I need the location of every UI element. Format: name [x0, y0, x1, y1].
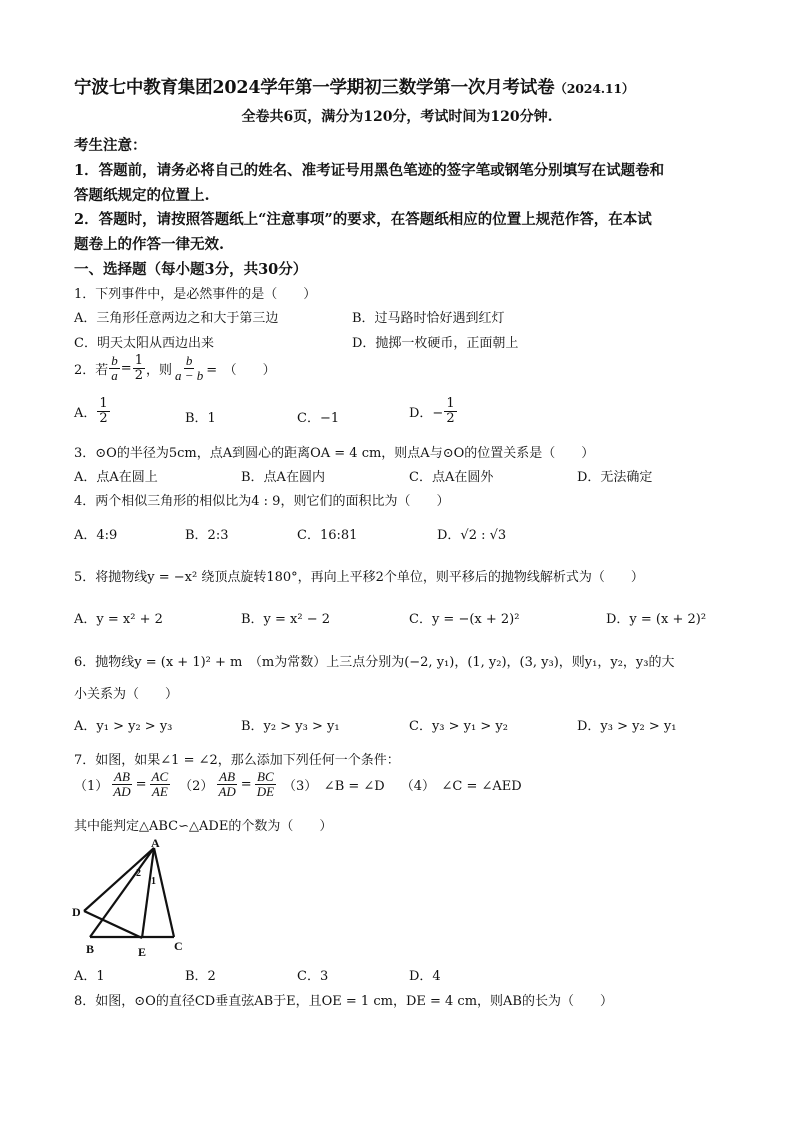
q2-fraction-target: [173, 354, 205, 382]
q7-c2-n2: BC: [257, 769, 274, 784]
q7-c2-frac-right: [255, 770, 276, 798]
q2-d-num: 1: [446, 396, 455, 411]
q2-f3-den: a − b: [174, 367, 204, 383]
q2-stem: [74, 354, 276, 382]
q2-option-d: [409, 397, 458, 425]
q7-option-c: C．3: [297, 969, 329, 984]
edge-AD: [84, 848, 154, 911]
q2-option-a-fraction: [97, 397, 109, 425]
label-angle-1: 1: [151, 876, 156, 887]
exam-title: [74, 74, 634, 99]
q5-option-c: C．y = −(x + 2)²: [409, 612, 520, 627]
q2-tail: = （ ）: [206, 362, 276, 378]
label-C: C: [174, 939, 183, 953]
label-angle-2: 2: [136, 868, 141, 879]
q7-c2-d2: DE: [256, 783, 275, 799]
q7-c1-d2: AE: [151, 783, 168, 799]
q4-option-d: D．√2 : √3: [437, 528, 507, 543]
q7-option-a: A．1: [74, 969, 105, 984]
q2-f3-num: b: [185, 353, 193, 368]
q1-option-c: C．明天太阳从西边出来: [74, 336, 214, 351]
q2-option-c: C．−1: [297, 411, 340, 426]
q2-option-d-label: D．−: [409, 405, 444, 421]
q1-stem: 1．下列事件中，是必然事件的是（ ）: [74, 287, 317, 302]
q2-d-den: 2: [446, 410, 455, 426]
q7-conditions: （1） $\frac{AB}{AD}$ = $\frac{AC}{AE}$ （2） $\frac{AB}{AD}$ = $\frac{BC}{DE}$ （3） ∠B = ∠D （4） ∠C = ∠AED: [74, 769, 522, 799]
q6-option-b: B．y₂ > y₃ > y₁: [241, 719, 340, 734]
q7-c1-n1: AB: [114, 769, 130, 784]
q4-option-a: A．4:9: [74, 528, 118, 543]
q8-stem: 8．如图，⊙O的直径CD垂直弦AB于E，且OE = 1 cm，DE = 4 cm，则AB的长为（ ）: [74, 994, 613, 1009]
q7-option-b: B．2: [185, 969, 216, 984]
q5-stem: 5．将抛物线y = −x² 绕顶点旋转180°，再向上平移2个单位，则平移后的抛物线解析式为（ ）: [74, 570, 644, 585]
q2-fraction-half: [133, 354, 145, 382]
q7-c2-frac-left: [216, 770, 237, 798]
q6-stem-line1: 6．抛物线y = (x + 1)² + m （m为常数）上三点分别为(−2, y₁)，(1, y₂)，(3, y₃)，则y₁，y₂，y₃的大: [74, 655, 675, 670]
notice-1-line1: 1．答题前，请务必将自己的姓名、准考证号用黑色笔迹的签字笔或钢笔分别填写在试题卷和: [74, 162, 665, 179]
q3-option-c: C．点A在圆外: [409, 470, 494, 485]
q4-option-b: B．2:3: [185, 528, 229, 543]
q5-option-d: D．y = (x + 2)²: [606, 612, 707, 627]
notice-2-line1: 2．答题时，请按照答题纸上“注意事项”的要求，在答题纸相应的位置上规范作答，在本试: [74, 211, 652, 228]
label-D: D: [72, 905, 81, 919]
q1-option-a: A．三角形任意两边之和大于第三边: [74, 311, 279, 326]
q3-option-a: A．点A在圆上: [74, 470, 158, 485]
q7-c2-d1: AD: [218, 783, 236, 799]
q7-c1-n2: AC: [151, 769, 169, 784]
q7-figure-lines: [84, 848, 174, 938]
q7-c2-n1: AB: [219, 769, 236, 784]
q2-a-num: 1: [99, 396, 108, 411]
q2-f1-num: b: [111, 353, 118, 368]
q2-option-a: [74, 397, 111, 425]
q7-ask: 其中能判定△ABC∽△ADE的个数为（ ）: [74, 819, 333, 834]
q6-option-d: D．y₃ > y₂ > y₁: [577, 719, 677, 734]
q5-option-b: B．y = x² − 2: [241, 612, 331, 627]
q7-condition-1-label: （1）: [74, 778, 109, 794]
q2-f2-den: 2: [134, 367, 143, 383]
q2-equals: =: [120, 360, 132, 376]
q1-option-d: D．抛掷一枚硬币，正面朝上: [352, 336, 519, 351]
q7-condition-4: （4） ∠C = ∠AED: [400, 778, 522, 794]
q7-c1-frac-right: [150, 770, 171, 798]
exam-title-date: （2024.11）: [554, 81, 635, 96]
q2-option-d-fraction: [444, 397, 456, 425]
label-A: A: [151, 836, 160, 850]
q4-option-c: C．16:81: [297, 528, 358, 543]
q7-option-d: D．4: [409, 969, 441, 984]
q1-option-b: B．过马路时恰好遇到红灯: [352, 311, 505, 326]
section-1-heading: 一、选择题（每小题3分，共30分）: [74, 261, 308, 278]
q3-stem: 3．⊙O的半径为5cm，点A到圆心的距离OA = 4 cm，则点A与⊙O的位置关系是（ ）: [74, 446, 595, 461]
label-B: B: [86, 942, 95, 956]
q2-a-den: 2: [99, 410, 108, 426]
exam-title-main: 宁波七中教育集团2024学年第一学期初三数学第一次月考试卷: [74, 78, 555, 98]
q3-option-b: B．点A在圆内: [241, 470, 325, 485]
q2-f1-den: a: [111, 367, 118, 383]
q5-option-a: A．y = x² + 2: [74, 612, 163, 627]
label-E: E: [138, 945, 147, 959]
q6-stem-line2: 小关系为（ ）: [74, 687, 179, 702]
q2-f2-num: 1: [134, 353, 143, 368]
q7-stem: 7．如图，如果∠1 = ∠2，那么添加下列任何一个条件：: [74, 753, 400, 768]
q7-triangle-figure: [70, 836, 200, 961]
q2-option-b: B．1: [185, 411, 216, 426]
exam-subtitle: 全卷共6页，满分为120分，考试时间为120分钟.: [241, 109, 553, 125]
q4-stem: 4．两个相似三角形的相似比为4 : 9，则它们的面积比为（ ）: [74, 494, 450, 509]
q6-option-c: C．y₃ > y₁ > y₂: [409, 719, 508, 734]
q7-c1-frac-left: [111, 770, 132, 798]
q7-condition-2-label: （2）: [179, 778, 214, 794]
notice-heading: 考生注意：: [74, 137, 147, 154]
q7-condition-3: （3） ∠B = ∠D: [283, 778, 385, 794]
notice-1-line2: 答题纸规定的位置上.: [74, 187, 210, 204]
q2-prefix: 2．若: [74, 362, 109, 378]
q2-option-a-label: A．: [74, 405, 97, 421]
q2-mid: ，则: [145, 362, 172, 378]
edge-AC: [154, 848, 174, 937]
q3-option-d: D．无法确定: [577, 470, 653, 485]
q7-c1-d1: AD: [113, 783, 131, 799]
q6-option-a: A．y₁ > y₂ > y₃: [74, 719, 173, 734]
notice-2-line2: 题卷上的作答一律无效.: [74, 236, 225, 253]
q2-fraction-b-over-a: [109, 354, 120, 382]
